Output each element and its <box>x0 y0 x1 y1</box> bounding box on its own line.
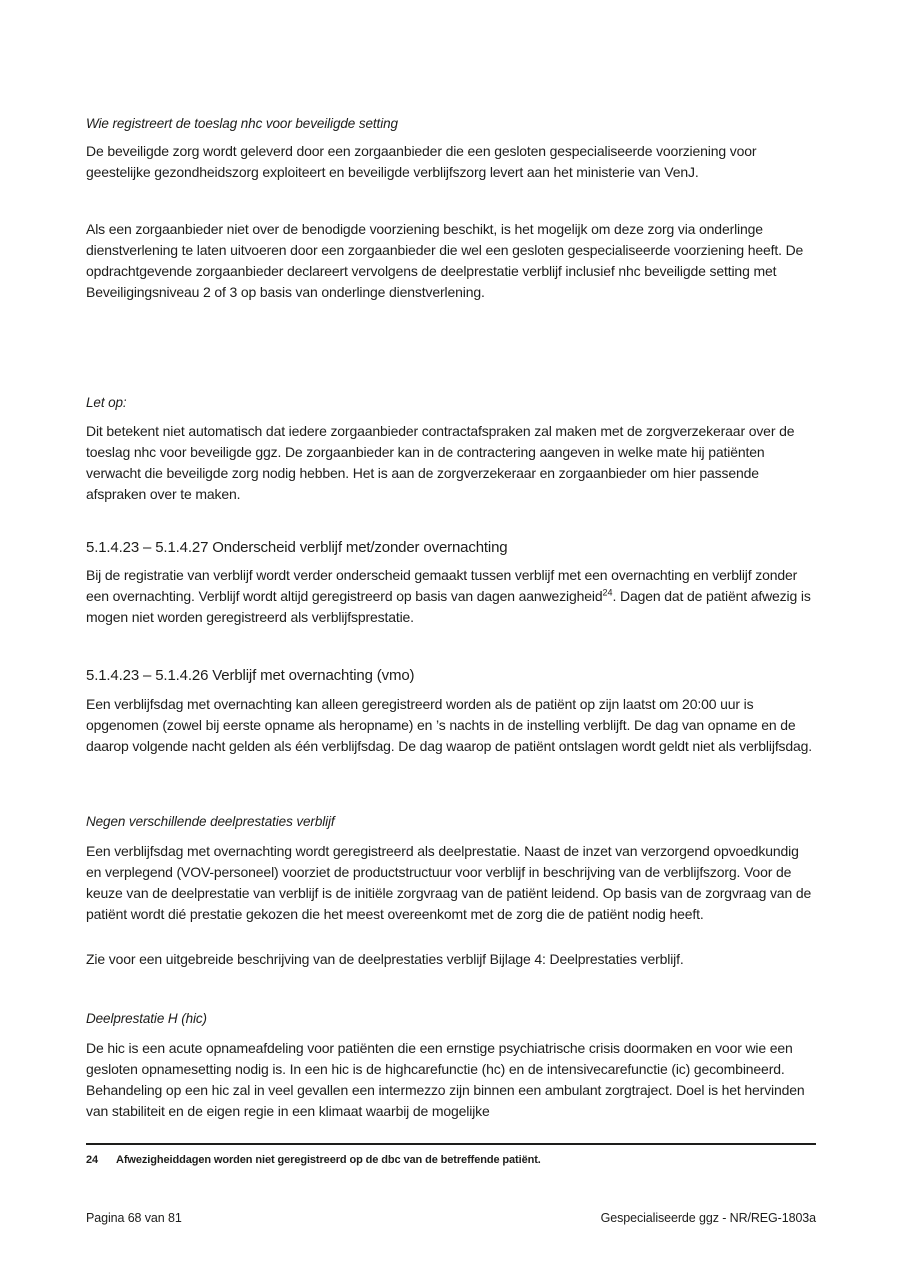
footnote-text: Afwezigheiddagen worden niet geregistreerd op de dbc van de betreffende patiënt. <box>116 1154 541 1166</box>
footnote-reference-24: 24 <box>602 587 613 598</box>
page-footer <box>86 1210 816 1227</box>
paragraph-let-op: Dit betekent niet automatisch dat iedere zorgaanbieder contractafspraken zal maken met de zorgverzekeraar over de toeslag nhc voor beveiligde ggz. De zorgaanbieder kan in de contractering aangeven in welke mate hij patiënten verwacht die beveiligde zorg nodig hebben. Het is aan de zorgverzekeraar en zorgaanbieder om hier passende afspraken over te maken. <box>86 423 795 502</box>
document-reference: Gespecialiseerde ggz - NR/REG-1803a <box>600 1211 816 1225</box>
subsection-heading-deelprestatie-h-hic: Deelprestatie H (hic) <box>86 1011 207 1026</box>
section-heading-onderscheid-verblijf: 5.1.4.23 – 5.1.4.27 Onderscheid verblijf met/zonder overnachting <box>86 539 508 556</box>
paragraph-registratie-verblijf-text-cont: . Dagen dat de patiënt afwezig is mogen niet worden geregistreerd als verblijfsprestatie. <box>86 588 811 625</box>
paragraph-hic-beschrijving: De hic is een acute opnameafdeling voor patiënten die een ernstige psychiatrische crisis doormaken en voor wie een gesloten opnamesetting nodig is. In een hic is de highcarefunctie (hc) en de intensivecarefunctie (ic) gecombineerd. Behandeling op een hic zal in veel gevallen een intermezzo zijn binnen een ambulant zorgtraject. Doel is het hervinden van stabiliteit en de eigen regie in een klimaat waarbij de mogelijke <box>86 1040 805 1119</box>
paragraph-onderlinge-dienstverlening: Als een zorgaanbieder niet over de benodigde voorziening beschikt, is het mogelijk om deze zorg via onderlinge dienstverlening te laten uitvoeren door een zorgaanbieder die wel een gesloten gespecialiseerde voorziening heeft. De opdrachtgevende zorgaanbieder declareert vervolgens de deelprestatie verblijf inclusief nhc beveiligde setting met Beveiligingsniveau 2 of 3 op basis van onderlinge dienstverlening. <box>86 221 804 300</box>
paragraph-registratie-verblijf <box>86 565 816 628</box>
page-number: Pagina 68 van 81 <box>86 1211 182 1225</box>
paragraph-verwijzing-bijlage-4: Zie voor een uitgebreide beschrijving van de deelprestaties verblijf Bijlage 4: Deelprestaties verblijf. <box>86 951 684 967</box>
footnote-divider <box>86 1143 816 1145</box>
footnote-24 <box>86 1153 816 1168</box>
subsection-heading-nhc-beveiligde-setting: Wie registreert de toeslag nhc voor beveiligde setting <box>86 116 398 131</box>
paragraph-beveiligde-zorg: De beveiligde zorg wordt geleverd door een zorgaanbieder die een gesloten gespecialiseerde voorziening voor geestelijke gezondheidszorg exploiteert en beveiligde verblijfszorg levert aan het ministerie van VenJ. <box>86 143 757 180</box>
footnote-number: 24 <box>86 1154 99 1166</box>
subsection-heading-negen-deelprestaties: Negen verschillende deelprestaties verblijf <box>86 814 335 829</box>
section-heading-verblijf-met-overnachting: 5.1.4.23 – 5.1.4.26 Verblijf met overnachting (vmo) <box>86 667 415 684</box>
paragraph-verblijfsdag-overnachting: Een verblijfsdag met overnachting kan alleen geregistreerd worden als de patiënt op zijn laatst om 20:00 uur is opgenomen (zowel bij eerste opname als heropname) en ’s nachts in de instelling verblijft. De dag van opname en de daarop volgende nacht gelden als één verblijfsdag. De dag waarop de patiënt ontslagen wordt geldt niet als verblijfsdag. <box>86 696 813 754</box>
paragraph-deelprestatie-registratie: Een verblijfsdag met overnachting wordt geregistreerd als deelprestatie. Naast de inzet van verzorgend opvoedkundig en verplegend (VOV-personeel) voorziet de productstructuur voor verblijf in beschrijving van de verblijfszorg. Voor de keuze van de deelprestatie van verblijf is de initiële zorgvraag van de patiënt leidend. Op basis van de zorgvraag van de patiënt wordt dié prestatie gekozen die het meest overeenkomt met de zorg die de patiënt nodig heeft. <box>86 843 812 922</box>
subsection-heading-let-op: Let op: <box>86 395 127 410</box>
paragraph-registratie-verblijf-text: Bij de registratie van verblijf wordt verder onderscheid gemaakt tussen verblijf met een overnachting en verblijf zonder een overnachting. Verblijf wordt altijd geregistreerd op basis van dagen aanwezigheid <box>86 567 798 604</box>
